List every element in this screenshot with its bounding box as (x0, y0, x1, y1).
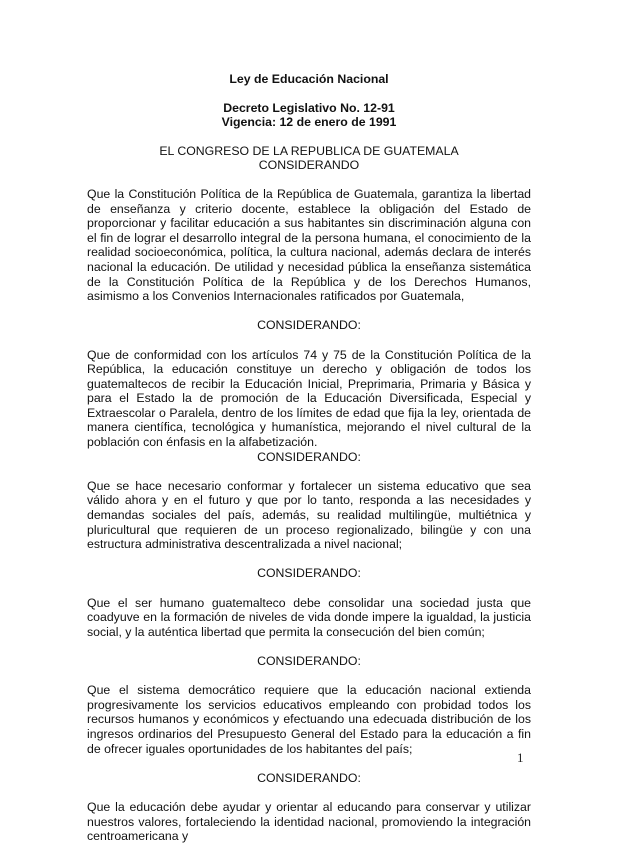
paragraph-3: Que se hace necesario conformar y fortalecer un sistema educativo que sea válido ahora y en el futuro y que por lo tanto, responda a las necesidades y demandas sociales del país, además, su realidad multilingüe, multiétnica y pluricultural que requieren de un proceso regionalizado, bilingüe y con una estructura administrativa descentralizada a nivel nacional; (87, 478, 531, 552)
section-heading: CONSIDERANDO (258, 158, 360, 173)
paragraph-5: Que el sistema democrático requiere que la educación nacional extienda progresivamente los servicios educativos empleando con probidad todos los recursos humanos y económicos y efectuando una edecuada distribución de los ingresos ordinarios del Presupuesto General del Estado para la educación a fin de ofrecer iguales oportunidades de los habitantes del país; (87, 683, 531, 756)
paragraph-6: Que la educación debe ayudar y orientar al educando para conservar y utilizar nuestros valores, fortaleciendo la identidad nacional, promoviendo la integración centroamericana y (87, 799, 531, 844)
decree-number: Decreto Legislativo No. 12-91 (223, 100, 395, 115)
section-heading-3: CONSIDERANDO: (257, 449, 361, 464)
section-heading-4: CONSIDERANDO: (257, 566, 361, 581)
effective-date: Vigencia: 12 de enero de 1991 (221, 115, 397, 130)
issuer-block (87, 144, 531, 173)
issuer: EL CONGRESO DE LA REPUBLICA DE GUATEMALA (159, 143, 459, 158)
paragraph-2: Que de conformidad con los artículos 74 y 75 de la Constitución Política de la República, la educación constituye un derecho y obligación de todos los guatemaltecos de recibir la Educación Inicial, Preprimaria, Primaria y Básica y para el Estado la de promoción de la Educación Diversificada, Especial y Extraescolar o Paralela, dentro de los límites de edad que fija la ley, orientada de manera científica, tecnológica y humanística, mejorando el nivel cultural de la población con énfasis en la alfabetización. (87, 347, 531, 450)
paragraph-1: Que la Constitución Política de la República de Guatemala, garantiza la libertad de enseñanza y criterio docente, establece la obligación del Estado de proporcionar y facilitar educación a sus habitantes sin discriminación alguna con el fin de lograr el desarrollo integral de la persona humana, el conocimiento de la realidad socioeconómica, política, la cultura nacional, además declara de interés nacional la educación. De utilidad y necesidad pública la enseñanza sistemática de la Constitución Política de la República y de los Derechos Humanos, asimismo a los Convenios Internacionales ratificados por Guatemala, (87, 186, 531, 304)
section-heading-5: CONSIDERANDO: (257, 653, 361, 668)
section-heading-2: CONSIDERANDO: (257, 318, 361, 333)
section-heading-6: CONSIDERANDO: (257, 770, 361, 785)
document-title: Ley de Educación Nacional (229, 72, 389, 86)
document-page (87, 72, 531, 844)
paragraph-4: Que el ser humano guatemalteco debe consolidar una sociedad justa que coadyuve en la formación de niveles de vida donde impere la igualdad, la justicia social, y la auténtica libertad que permita la consecución del bien común; (87, 595, 531, 639)
page-number: 1 (517, 750, 524, 765)
decree-block (87, 101, 531, 130)
